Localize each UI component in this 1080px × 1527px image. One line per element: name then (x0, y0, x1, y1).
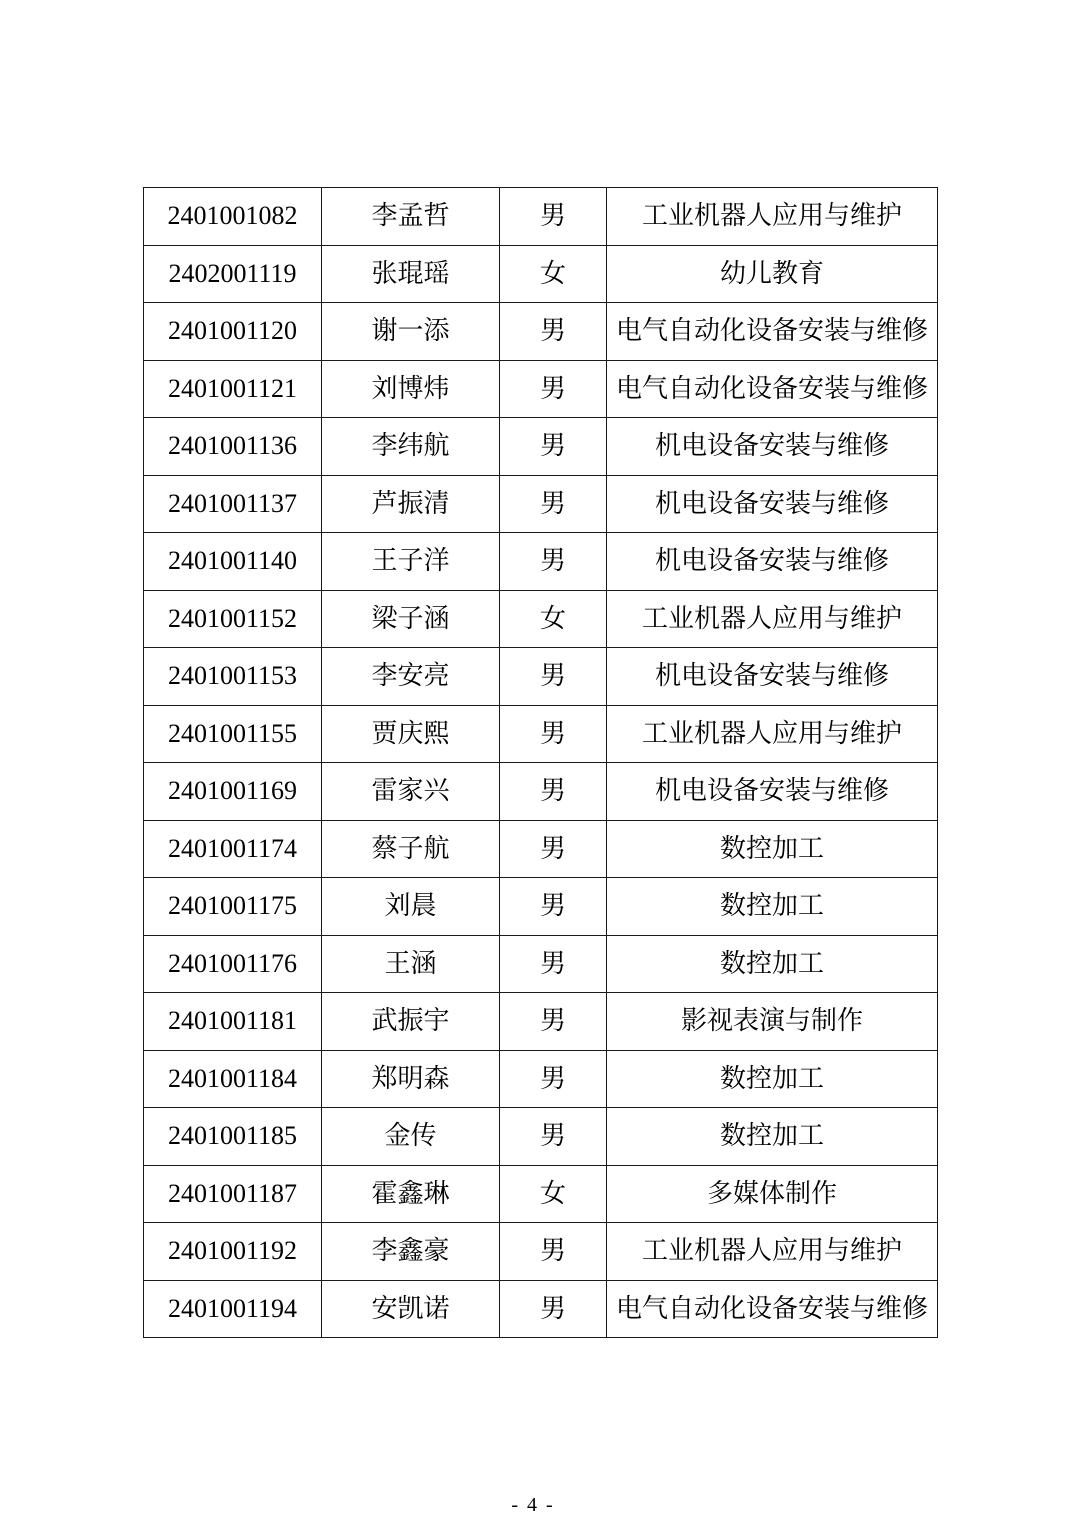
table-row (144, 1280, 938, 1338)
cell-student_id: 2401001175 (144, 878, 322, 936)
table-row (144, 303, 938, 361)
cell-major: 电气自动化设备安装与维修 (607, 1280, 938, 1338)
cell-major: 幼儿教育 (607, 245, 938, 303)
cell-name: 金传 (322, 1108, 500, 1166)
cell-name: 安凯诺 (322, 1280, 500, 1338)
cell-gender: 男 (500, 993, 607, 1051)
cell-name: 刘博炜 (322, 360, 500, 418)
cell-student_id: 2401001136 (144, 418, 322, 476)
cell-gender: 男 (500, 935, 607, 993)
cell-gender: 男 (500, 763, 607, 821)
cell-student_id: 2401001121 (144, 360, 322, 418)
cell-student_id: 2401001185 (144, 1108, 322, 1166)
student-roster-table (143, 187, 938, 1338)
cell-name: 芦振清 (322, 475, 500, 533)
cell-gender: 男 (500, 418, 607, 476)
cell-major: 机电设备安装与维修 (607, 648, 938, 706)
table-row (144, 245, 938, 303)
cell-major: 工业机器人应用与维护 (607, 1223, 938, 1281)
cell-major: 数控加工 (607, 878, 938, 936)
table-row (144, 418, 938, 476)
cell-student_id: 2401001181 (144, 993, 322, 1051)
cell-name: 李安亮 (322, 648, 500, 706)
cell-name: 郑明森 (322, 1050, 500, 1108)
table-row (144, 705, 938, 763)
table-row (144, 820, 938, 878)
cell-gender: 男 (500, 878, 607, 936)
cell-gender: 男 (500, 303, 607, 361)
cell-student_id: 2401001169 (144, 763, 322, 821)
cell-student_id: 2401001137 (144, 475, 322, 533)
cell-student_id: 2401001176 (144, 935, 322, 993)
cell-name: 刘晨 (322, 878, 500, 936)
cell-major: 工业机器人应用与维护 (607, 705, 938, 763)
cell-student_id: 2401001184 (144, 1050, 322, 1108)
cell-name: 雷家兴 (322, 763, 500, 821)
cell-name: 李孟哲 (322, 188, 500, 246)
cell-major: 电气自动化设备安装与维修 (607, 360, 938, 418)
cell-student_id: 2401001153 (144, 648, 322, 706)
cell-major: 数控加工 (607, 935, 938, 993)
cell-student_id: 2401001082 (144, 188, 322, 246)
cell-gender: 男 (500, 1223, 607, 1281)
cell-name: 贾庆熙 (322, 705, 500, 763)
table-row (144, 533, 938, 591)
cell-gender: 女 (500, 245, 607, 303)
cell-student_id: 2401001194 (144, 1280, 322, 1338)
cell-major: 影视表演与制作 (607, 993, 938, 1051)
cell-major: 数控加工 (607, 820, 938, 878)
cell-major: 机电设备安装与维修 (607, 763, 938, 821)
cell-name: 蔡子航 (322, 820, 500, 878)
cell-student_id: 2401001140 (144, 533, 322, 591)
cell-name: 梁子涵 (322, 590, 500, 648)
cell-name: 李鑫豪 (322, 1223, 500, 1281)
cell-gender: 男 (500, 648, 607, 706)
cell-gender: 男 (500, 820, 607, 878)
cell-gender: 男 (500, 533, 607, 591)
cell-student_id: 2401001174 (144, 820, 322, 878)
table-row (144, 360, 938, 418)
table-row (144, 878, 938, 936)
cell-student_id: 2401001152 (144, 590, 322, 648)
cell-major: 机电设备安装与维修 (607, 533, 938, 591)
cell-name: 霍鑫琳 (322, 1165, 500, 1223)
table-row (144, 1223, 938, 1281)
table-row (144, 590, 938, 648)
cell-gender: 男 (500, 1108, 607, 1166)
table-row (144, 993, 938, 1051)
cell-gender: 男 (500, 1050, 607, 1108)
cell-gender: 男 (500, 705, 607, 763)
cell-major: 电气自动化设备安装与维修 (607, 303, 938, 361)
cell-student_id: 2401001187 (144, 1165, 322, 1223)
table-row (144, 935, 938, 993)
cell-name: 王子洋 (322, 533, 500, 591)
cell-major: 数控加工 (607, 1108, 938, 1166)
cell-student_id: 2402001119 (144, 245, 322, 303)
table-row (144, 188, 938, 246)
cell-student_id: 2401001120 (144, 303, 322, 361)
table-row (144, 475, 938, 533)
table-row (144, 648, 938, 706)
cell-gender: 男 (500, 360, 607, 418)
cell-name: 张琨瑶 (322, 245, 500, 303)
table-row (144, 1050, 938, 1108)
table-row (144, 763, 938, 821)
cell-name: 武振宇 (322, 993, 500, 1051)
cell-gender: 男 (500, 1280, 607, 1338)
table-row (144, 1108, 938, 1166)
cell-gender: 女 (500, 1165, 607, 1223)
cell-gender: 男 (500, 475, 607, 533)
cell-student_id: 2401001192 (144, 1223, 322, 1281)
cell-major: 机电设备安装与维修 (607, 475, 938, 533)
table-row (144, 1165, 938, 1223)
cell-major: 多媒体制作 (607, 1165, 938, 1223)
cell-major: 工业机器人应用与维护 (607, 188, 938, 246)
cell-name: 李纬航 (322, 418, 500, 476)
cell-gender: 女 (500, 590, 607, 648)
page-number: - 4 - (511, 1494, 555, 1516)
student-roster-body (144, 188, 938, 1338)
cell-major: 数控加工 (607, 1050, 938, 1108)
cell-student_id: 2401001155 (144, 705, 322, 763)
cell-gender: 男 (500, 188, 607, 246)
cell-major: 工业机器人应用与维护 (607, 590, 938, 648)
cell-major: 机电设备安装与维修 (607, 418, 938, 476)
cell-name: 谢一添 (322, 303, 500, 361)
cell-name: 王涵 (322, 935, 500, 993)
